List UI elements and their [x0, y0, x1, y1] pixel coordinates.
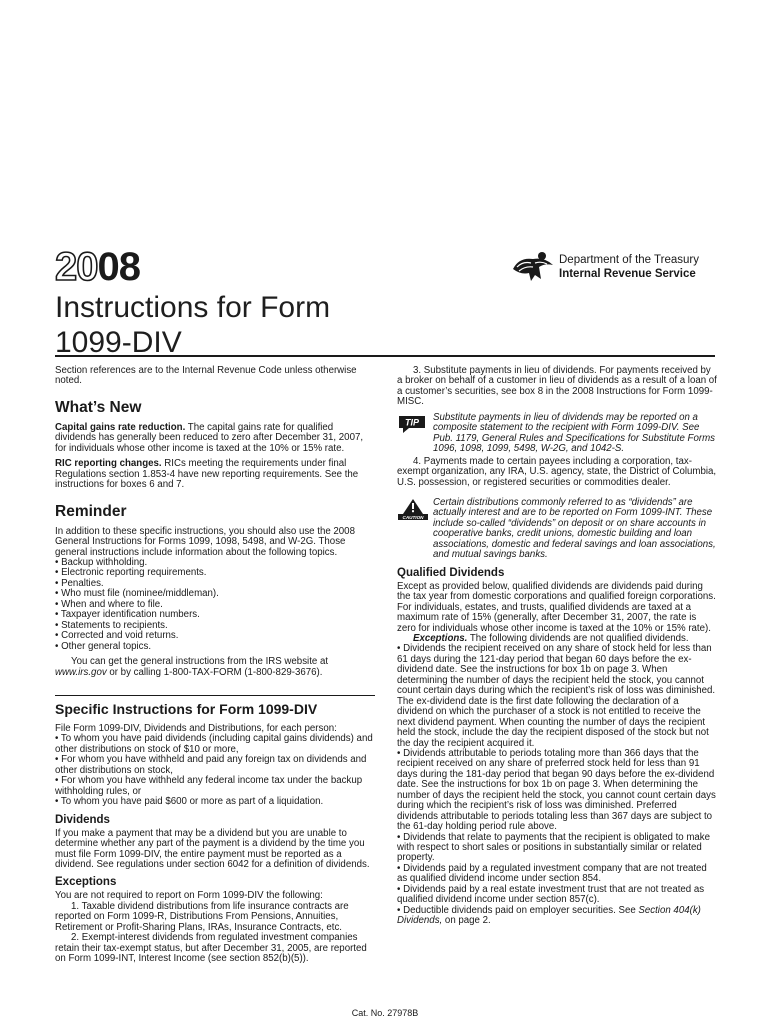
list-item: • Dividends the recipient received on any share of stock held for less than 61 days during the 121-day period that began 60 days before the ex-dividend date. See the instructions for box 1b on page 3. When determining the number of days the recipient held the stock, you cannot count certain days during which the recipient’s risk of loss was diminished. The ex-dividend date is the first date following the declaration of a dividend on which the purchaser of a stock is not entitled to receive the next dividend payment. When counting the number of days the recipient held the stock, include the day the recipient disposed of the stock but not the day the recipient acquired it.	[397, 643, 716, 749]
caution-text: Certain distributions commonly referred to as “dividends” are actually interest and are to be reported on Form 1099-INT. These include so-called “dividends” on deposit or on share accounts in cooperative banks, credit unions, domestic building and loan associations, domestic and federal savings and loan associations, and mutual savings banks.	[433, 496, 716, 561]
agency-irs: Internal Revenue Service	[559, 268, 696, 280]
list-item: • When and where to file.	[55, 598, 163, 610]
ric-text: RICs meeting the requirements under final Regulations section 1.853-4 have new reporting requirements. See the instructions for boxes 6 and 7.	[55, 458, 359, 491]
website-paragraph: You can get the general instructions from the IRS website at www.irs.gov or by calling 1-800-TAX-FORM (1-800-829-3676).	[55, 656, 329, 678]
qualified-dividends-heading: Qualified Dividends	[397, 566, 505, 579]
irs-eagle-logo-icon	[511, 249, 555, 283]
section-404k-reference: Section 404(k) Dividends,	[397, 904, 701, 927]
tip-text: Substitute payments in lieu of dividends may be reported on a composite statement to the recipient with Form 1099-DIV. See Pub. 1179, General Rules and Specifications for Substitute Forms 1096, 1098, 1099, 5498, W-2G, and 1042-S.	[433, 411, 715, 455]
list-item: • Dividends paid by a real estate investment trust that are not treated as qualified dividend income under section 857(c).	[397, 883, 705, 906]
agency-department: Department of the Treasury	[559, 254, 699, 266]
irs-website-link[interactable]: www.irs.gov	[55, 666, 107, 678]
caution-box	[397, 498, 717, 561]
ric-title: RIC reporting changes.	[55, 458, 162, 470]
tip-label: TIP	[404, 417, 420, 428]
agency-block	[559, 253, 699, 281]
header-divider	[55, 355, 715, 357]
ric-paragraph	[55, 459, 375, 490]
list-item: • Who must file (nominee/middleman).	[55, 588, 219, 600]
left-column	[55, 366, 375, 965]
caution-label: CAUTION	[402, 514, 424, 520]
specific-instructions-heading: Specific Instructions for Form 1099-DIV	[55, 695, 375, 718]
title-line-2: 1099-DIV	[55, 326, 182, 359]
year-outline-digits: 20	[55, 245, 98, 289]
page-title	[55, 290, 330, 360]
cap-gains-paragraph	[55, 423, 375, 454]
item-4-text: 4. Payments made to certain payees including a corporation, tax-exempt organization, any IRA, U.S. agency, state, the District of Columbia, U.S. possession, or registered securities or commodities dealer.	[397, 455, 717, 488]
reminder-text: In addition to these specific instructions, you should also use the 2008 General Instructions for Forms 1099, 1098, 5498, and W-2G. Those general instructions include information about the following topics.	[55, 525, 355, 558]
specific-text: File Form 1099-DIV, Dividends and Distributions, for each person:	[55, 722, 337, 734]
list-item: • Dividends paid by a regulated investment company that are not treated as qualified dividend income under section 854.	[397, 862, 707, 885]
cap-gains-title: Capital gains rate reduction.	[55, 421, 186, 433]
intro-note: Section references are to the Internal Revenue Code unless otherwise noted.	[55, 365, 357, 387]
list-item: • For whom you have withheld and paid any foreign tax on dividends and other distributions on stock,	[55, 754, 367, 776]
list-item: • Penalties.	[55, 577, 104, 589]
year-bold-digits: 08	[97, 245, 140, 289]
list-item: • For whom you have withheld any federal income tax under the backup withholding rules, or	[55, 775, 363, 797]
reminder-heading: Reminder	[55, 502, 127, 520]
item-3-text: 3. Substitute payments in lieu of dividends. For payments received by a broker on behalf of a customer in lieu of dividends as a result of a loan of a customer’s securities, see box 8 in the 2008 Instructions for Form 1099-MISC.	[397, 365, 717, 408]
qd-exceptions-label: Exceptions.	[413, 632, 468, 644]
tip-icon	[397, 414, 427, 434]
exception-item-2: 2. Exempt-interest dividends from regulated investment companies retain their tax-exempt status, but after December 31, 2005, are reported on Form 1099-INT, Interest Income (see section 852(b)(5)).	[55, 932, 367, 965]
list-item: • To whom you have paid dividends (including capital gains dividends) and other distributions on stock of $10 or more,	[55, 733, 373, 755]
list-item: • Statements to recipients.	[55, 619, 168, 631]
qd-exceptions-text: The following dividends are not qualified dividends.	[467, 632, 689, 644]
whats-new-heading: What’s New	[55, 398, 142, 416]
caution-icon	[397, 498, 429, 520]
list-item: • To whom you have paid $600 or more as part of a liquidation.	[55, 796, 324, 808]
qualified-dividends-text: Except as provided below, qualified dividends are dividends paid during the tax year from domestic corporations and qualified foreign corporations. For individuals, estates, and trusts, qualified dividends are taxed at a maximum rate of 15% (generally, after December 31, 2007, the rate is zero for individuals whose other income is taxed at the 10% or 15% rate).	[397, 580, 716, 634]
dividends-heading: Dividends	[55, 813, 110, 826]
form-year	[55, 247, 140, 287]
cap-gains-text: The capital gains rate for qualified dividends has generally been reduced to zero after December 31, 2007, for individuals whose other income is taxed at the 10% or 15% rate.	[55, 421, 364, 454]
list-item: • Dividends that relate to payments that the recipient is obligated to make with respect to short sales or positions in substantially similar or related property.	[397, 831, 711, 864]
exception-item-1: 1. Taxable dividend distributions from life insurance contracts are reported on Form 1099-R, Distributions From Pensions, Annuities, Retirement or Profit-Sharing Plans, IRAs, Insurance Contracts, etc.	[55, 900, 349, 933]
tip-box	[397, 413, 717, 455]
list-item: • Other general topics.	[55, 640, 152, 652]
list-item: • Backup withholding.	[55, 556, 148, 568]
list-item: • Taxpayer identification numbers.	[55, 609, 200, 621]
reminder-list	[55, 558, 375, 652]
exceptions-heading: Exceptions	[55, 876, 117, 889]
exceptions-text: You are not required to report on Form 1099-DIV the following:	[55, 890, 323, 902]
dividends-text: If you make a payment that may be a dividend but you are unable to determine whether any part of the payment is a dividend by the time you must file Form 1099-DIV, the entire payment must be reported as a dividend. See regulations under section 6042 for a definition of dividends.	[55, 827, 370, 870]
title-line-1: Instructions for Form	[55, 291, 331, 324]
list-item: • Electronic reporting requirements.	[55, 567, 207, 579]
list-item: • Dividends attributable to periods totaling more than 366 days that the recipient received on any share of preferred stock held for less than 91 days during the 181-day period that began 90 days before the ex-dividend date. See the instructions for box 1b on page 3. When determining the number of days the recipient held the stock, you cannot count certain days during which the recipient’s risk of loss was diminished. Preferred dividends attributable to periods totaling less than 367 days are subject to the 61-day holding period rule above.	[397, 747, 716, 833]
list-item: • Deductible dividends paid on employer securities. See Section 404(k) Dividends, on page 2.	[397, 904, 701, 927]
list-item: • Corrected and void returns.	[55, 630, 179, 642]
catalog-number: Cat. No. 27978B	[351, 1008, 419, 1018]
right-column	[397, 366, 717, 927]
